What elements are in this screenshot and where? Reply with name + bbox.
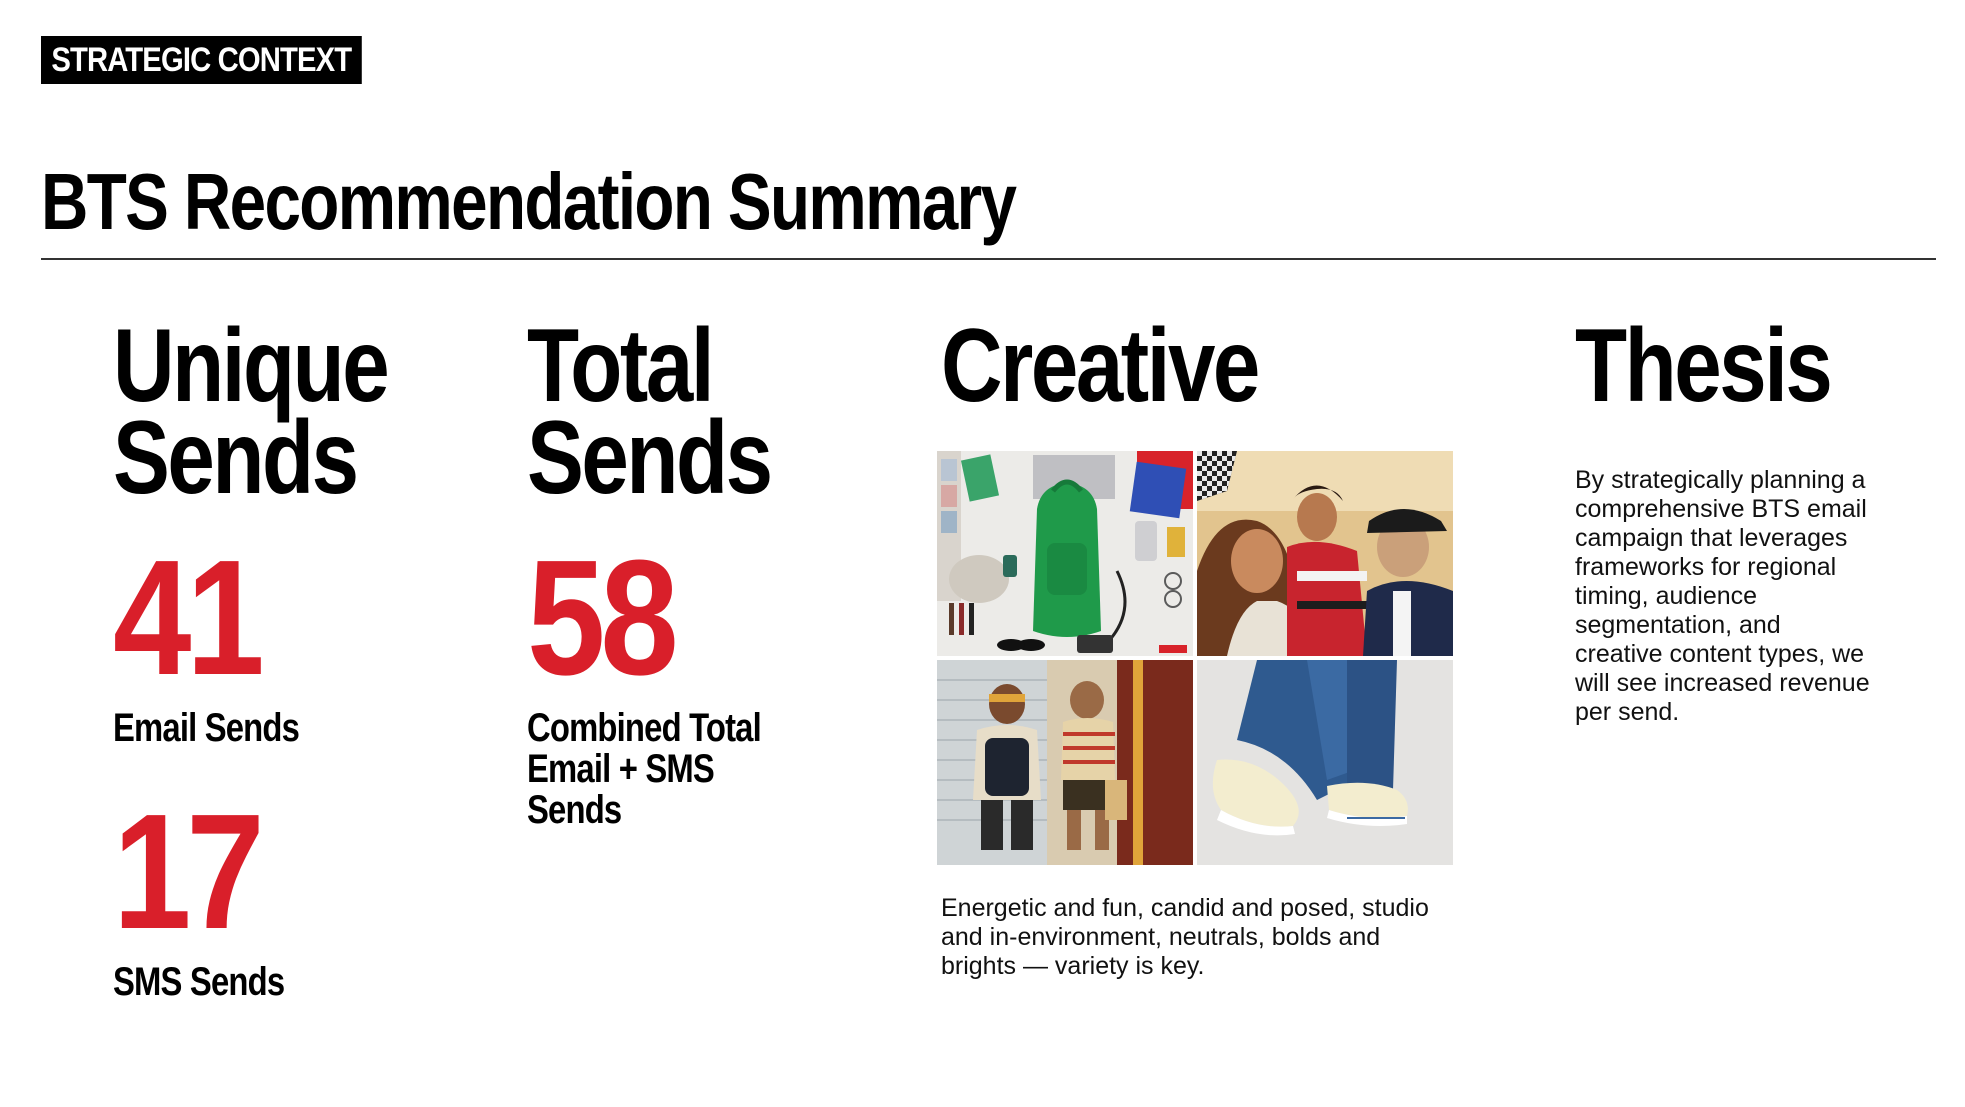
sneakers-jeans-photo <box>1197 660 1453 865</box>
total-sends-count: 58 <box>527 526 674 709</box>
email-sends-label: Email Sends <box>113 706 300 750</box>
friends-laughing-photo <box>1197 451 1453 656</box>
thesis-text: By strategically planning a comprehensive BTS email campaign that leverages frameworks for regional timing, audience segmentation, and creative content types, we will see increased revenue per send. <box>1575 466 1870 726</box>
creative-image-grid <box>937 451 1453 867</box>
creative-description: Energetic and fun, candid and posed, studio and in-environment, neutrals, bolds and brights — variety is key. <box>941 894 1429 980</box>
sms-sends-label: SMS Sends <box>113 960 285 1004</box>
email-sends-count: 41 <box>113 526 260 709</box>
page-title: BTS Recommendation Summary <box>41 157 1016 246</box>
thesis-heading: Thesis <box>1575 308 1831 424</box>
unique-sends-heading: Unique Sends <box>113 308 388 516</box>
flat-lay-backpack-photo <box>937 451 1193 656</box>
section-tag: STRATEGIC CONTEXT <box>41 36 362 84</box>
total-sends-heading: Total Sends <box>527 308 771 516</box>
total-sends-label: Combined Total Email + SMS Sends <box>527 706 761 832</box>
friends-doorway-photo <box>937 660 1193 865</box>
creative-heading: Creative <box>941 308 1258 424</box>
sms-sends-count: 17 <box>113 780 260 963</box>
title-divider <box>41 258 1936 260</box>
